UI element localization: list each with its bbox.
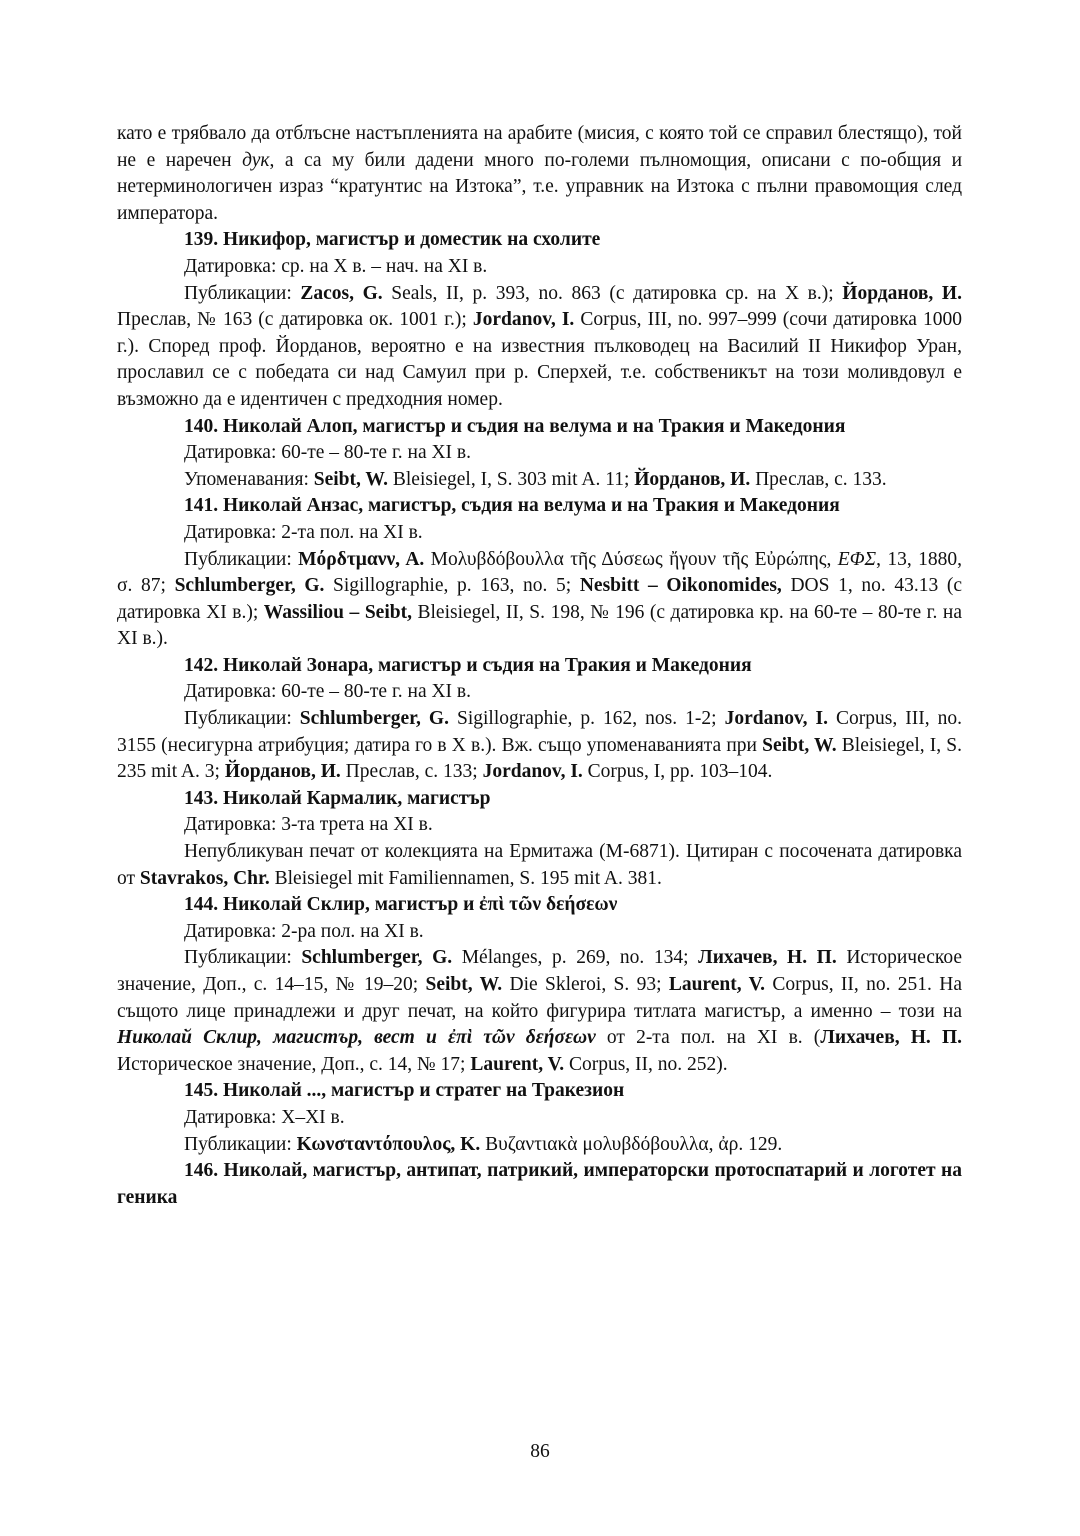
entry-142-publications: Публикации: Schlumberger, G. Sigillographie, p. 162, nos. 1-2; Jordanov, I. Corpus, III, no. 3155 (несигурна атрибуция; датира го в X в.). Вж. също упоменаванията при Seibt, W. Bleisiegel, I, S. 235 mit A. 3; Йорданов, И. Преслав, с. 133; Jordanov, I. Corpus, I, pp. 103–104. xyxy=(117,708,962,783)
page-body xyxy=(117,121,962,1211)
entry-141-publications: Публикации: Μόρδτμανν, Α. Μολυβδόβουλλα τῆς Δύσεως ἤγουν τῆς Εὐρώπης, ΕΦΣ, 13, 1880, σ. 87; Schlumberger, G. Sigillographie, p. 163, no. 5; Nesbitt – Oikonomides, DOS 1, no. 43.13 (с датировка XI в.); Wassiliou – Seibt, Bleisiegel, II, S. 198, № 196 (с датировка кр. на 60-те – 80-те г. на XI в.). xyxy=(117,548,962,650)
entry-144-publications: Публикации: Schlumberger, G. Mélanges, p. 269, no. 134; Лихачев, Н. П. Историческое значение, Доп., с. 14–15, № 19–20; Seibt, W. Die Skleroi, S. 93; Laurent, V. Corpus, II, no. 251. На същото лице принадлежи и друг печат, на който фигурира титлата магистър, а именно – този на Николай Склир, магистър, вест и ἐπὶ τῶν δεήσεων от 2-та пол. на XI в. (Лихачев, Н. П. Историческое значение, Доп., с. 14, № 17; Laurent, V. Corpus, II, no. 252). xyxy=(117,947,963,1075)
entry-141-title: 141. Николай Анзас, магистър, съдия на велума и на Тракия и Македония xyxy=(184,495,840,517)
entry-142-title: 142. Николай Зонара, магистър и съдия на Тракия и Македония xyxy=(184,654,752,676)
entry-145-title: 145. Николай ..., магистър и стратег на Тракезион xyxy=(184,1080,625,1102)
entry-140-mentions: Упоменавания: Seibt, W. Bleisiegel, I, S. 303 mit A. 11; Йорданов, И. Преслав, с. 133. xyxy=(184,468,887,490)
entry-140-title: 140. Николай Алоп, магистър и съдия на велума и на Тракия и Македония xyxy=(184,415,846,437)
entry-139-title: 139. Никифор, магистър и доместик на схолите xyxy=(184,229,601,251)
page-number: 86 xyxy=(530,1441,550,1462)
entry-140-dating: Датировка: 60-те – 80-те г. на XI в. xyxy=(184,442,472,464)
entry-141-dating: Датировка: 2-та пол. на XI в. xyxy=(184,521,423,543)
entry-145-dating: Датировка: X–XI в. xyxy=(184,1106,345,1128)
entry-139-dating: Датировка: ср. на X в. – нач. на XI в. xyxy=(184,255,488,277)
entry-145-publications: Публикации: Κωνσταντόπουλος, Κ. Βυζαντιακὰ μολυβδόβουλλα, ἀρ. 129. xyxy=(184,1133,783,1155)
entry-139-publications: Публикации: Zacos, G. Seals, II, p. 393, no. 863 (с датировка ср. на X в.); Йорданов, И. Преслав, № 163 (с датировка ок. 1001 г.); Jordanov, I. Corpus, III, no. 997–999 (сочи датировка 1000 г.). Според проф. Йорданов, вероятно е на известния пълководец на Василий II Никифор Уран, прославил се с победата си над Самуил при р. Сперхей, т.е. собственикът на този моливдовул е възможно да е идентичен с предходния номер. xyxy=(117,282,963,410)
entry-144-title: 144. Николай Склир, магистър и ἐπὶ τῶν δεήσεων xyxy=(184,894,618,916)
entry-143-dating: Датировка: 3-та трета на XI в. xyxy=(184,814,433,836)
entry-143-note: Непубликуван печат от колекцията на Ермитажа (М-6871). Цитиран с посочената датировка от Stavrakos, Chr. Bleisiegel mit Familiennamen, S. 195 mit A. 381. xyxy=(117,841,962,889)
entry-142-dating: Датировка: 60-те – 80-те г. на XI в. xyxy=(184,681,472,703)
entry-143-title: 143. Николай Кармалик, магистър xyxy=(184,787,491,809)
entry-146-title: 146. Николай, магистър, антипат, патрикий, императорски протоспатарий и логотет на геника xyxy=(117,1160,962,1208)
entry-144-dating: Датировка: 2-ра пол. на XI в. xyxy=(184,920,424,942)
intro-paragraph: като е трябвало да отблъсне настъпленията на арабите (мисия, с която той се справил блестящо), той не е наречен дук, а са му били дадени много по-големи пълномощия, описани с по-общия и нетерминологичен израз “кратунтис на Изтока”, т.е. управник на Изтока с пълни правомощия след императора. xyxy=(117,123,962,224)
